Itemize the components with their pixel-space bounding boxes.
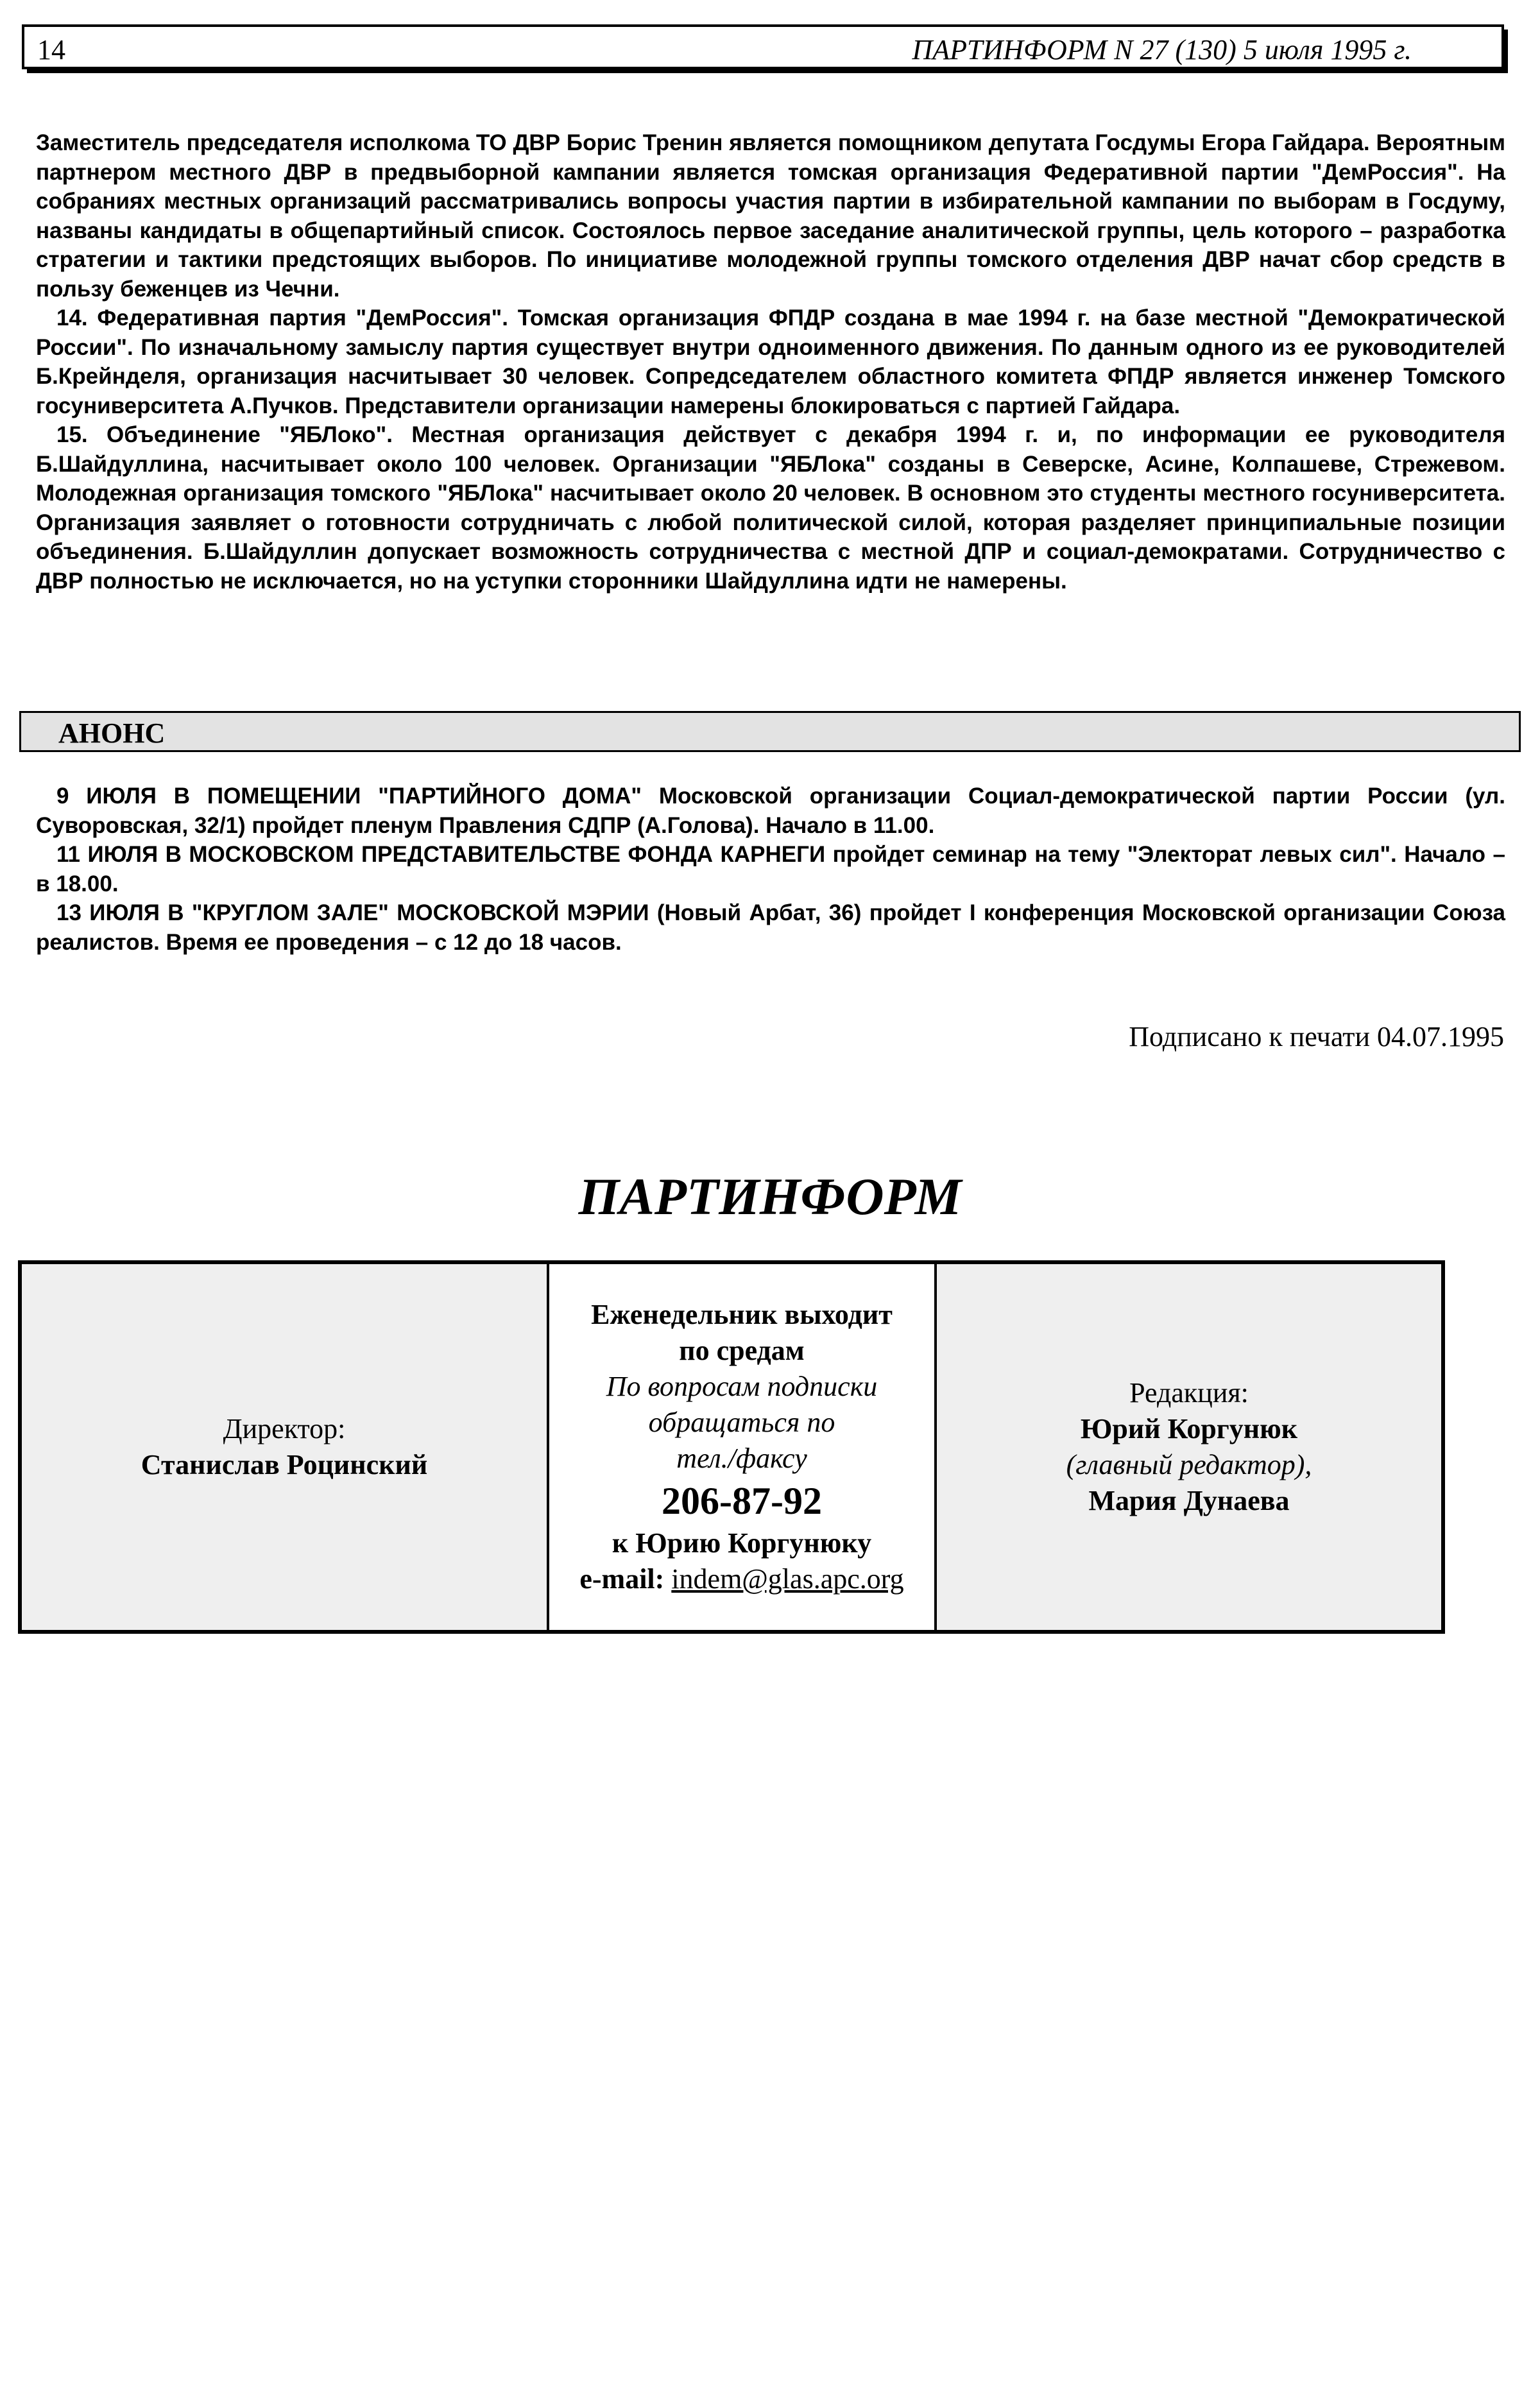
director-cell bbox=[22, 1264, 549, 1630]
editorial-cell bbox=[937, 1264, 1441, 1630]
announcements-list bbox=[36, 782, 1505, 957]
anons-title: АНОНС bbox=[58, 717, 166, 749]
anons-section-header bbox=[19, 711, 1521, 752]
print-date: Подписано к печати 04.07.1995 bbox=[1129, 1021, 1504, 1052]
article-body bbox=[36, 128, 1505, 596]
email-link[interactable]: indem@glas.apc.org bbox=[671, 1563, 904, 1595]
page-number: 14 bbox=[37, 34, 65, 65]
article-paragraph: Заместитель председателя исполкома ТО ДВР Борис Тренин является помощником депутата Госдумы Егора Гайдара. Вероятным партнером местного ДВР в предвыборной кампании является томская организация Федеративной партии "ДемРоссия". На собраниях местных организаций рассматривались вопросы участия партии в избирательной кампании по выборам в Госдуму, названы кандидаты в общепартийный список. Состоялось первое заседание аналитической группы, цель которого – разработка стратегии и тактики предстоящих выборов. По инициативе молодежной группы томского отделения ДВР начат сбор средств в пользу беженцев из Чечни. bbox=[36, 130, 1505, 302]
subscribe-line: По вопросам подписки bbox=[606, 1371, 878, 1402]
editor-name: Юрий Коргунюк bbox=[1080, 1413, 1298, 1444]
page-header bbox=[22, 24, 1504, 69]
weekly-line: Еженедельник выходит bbox=[591, 1299, 893, 1330]
subscribe-line: тел./факсу bbox=[676, 1443, 807, 1474]
subscription-cell bbox=[549, 1264, 937, 1630]
article-paragraph: 14. Федеративная партия "ДемРоссия". Томская организация ФПДР создана в мае 1994 г. на базе местной "Демократической России". По изначальному замыслу партия существует внутри одноименного движения. По данным одного из ее руководителей Б.Крейнделя, организация насчитывает 30 человек. Сопредседателем областного комитета ФПДР является инженер Томского госуниверситета А.Пучков. Представители организации намерены блокироваться с партией Гайдара. bbox=[36, 305, 1505, 418]
publication-issue: ПАРТИНФОРМ N 27 (130) 5 июля 1995 г. bbox=[912, 34, 1412, 65]
editorial-label: Редакция: bbox=[1129, 1377, 1249, 1409]
announcement-item: 11 ИЮЛЯ В МОСКОВСКОМ ПРЕДСТАВИТЕЛЬСТВЕ ФОНДА КАРНЕГИ пройдет семинар на тему "Электорат левых сил". Начало – в 18.00. bbox=[36, 842, 1505, 896]
phone-number: 206-87-92 bbox=[662, 1480, 822, 1522]
announcement-item: 13 ИЮЛЯ В "КРУГЛОМ ЗАЛЕ" МОСКОВСКОЙ МЭРИИ (Новый Арбат, 36) пройдет I конференция Московской организации Союза реалистов. Время ее проведения – с 12 до 18 часов. bbox=[36, 900, 1505, 955]
weekly-line: по средам bbox=[679, 1335, 805, 1366]
contact-person: к Юрию Коргунюку bbox=[612, 1527, 872, 1559]
director-name: Станислав Роцинский bbox=[141, 1449, 428, 1480]
editor-role: (главный редактор), bbox=[1066, 1449, 1312, 1480]
subscribe-line: обращаться по bbox=[648, 1407, 835, 1438]
article-paragraph: 15. Объединение "ЯБЛоко". Местная организация действует с декабря 1994 г. и, по информации ее руководителя Б.Шайдуллина, насчитывает около 100 человек. Организации "ЯБЛока" созданы в Северске, Асине, Колпашеве, Стрежевом. Молодежная организация томского "ЯБЛока" насчитывает около 20 человек. В основном это студенты местного госуниверситета. Организация заявляет о готовности сотрудничать с любой политической силой, которая разделяет принципиальные позиции объединения. Б.Шайдуллин допускает возможность сотрудничества с местной ДПР и социал-демократами. Сотрудничество с ДВР полностью не исключается, но на уступки сторонники Шайдуллина идти не намерены. bbox=[36, 422, 1505, 594]
email-label: e-mail: bbox=[579, 1563, 665, 1595]
imprint-table bbox=[18, 1260, 1445, 1634]
email-line bbox=[579, 1561, 903, 1597]
masthead-title: ПАРТИНФОРМ bbox=[578, 1167, 962, 1226]
director-label: Директор: bbox=[223, 1413, 346, 1444]
announcement-item: 9 ИЮЛЯ В ПОМЕЩЕНИИ "ПАРТИЙНОГО ДОМА" Московской организации Социал-демократической партии России (ул. Суворовская, 32/1) пройдет пленум Правления СДПР (А.Голова). Начало в 11.00. bbox=[36, 784, 1505, 838]
editor2-name: Мария Дунаева bbox=[1088, 1485, 1290, 1516]
